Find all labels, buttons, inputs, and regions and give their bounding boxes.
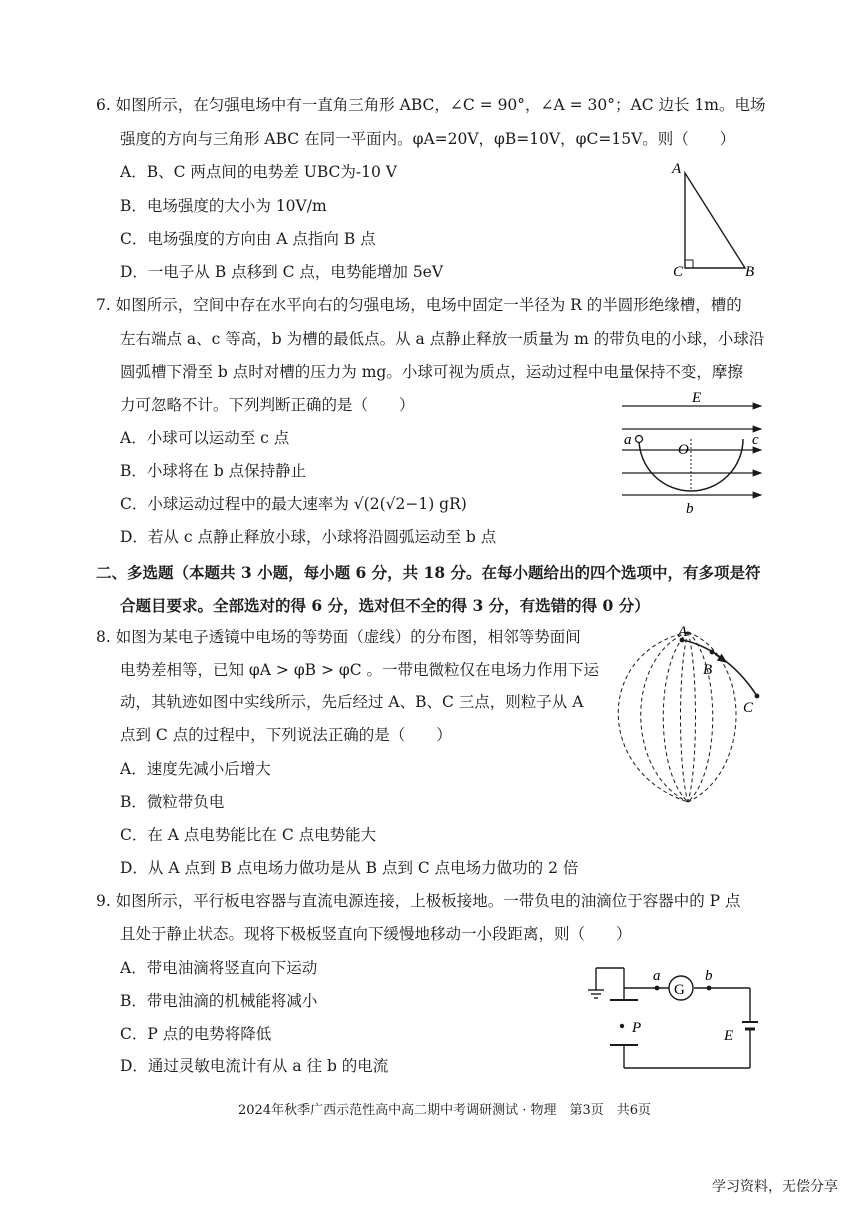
q6-option-a: A．B、C 两点间的电势差 UBC为-10 V: [120, 163, 397, 181]
q6-line-2: 强度的方向与三角形 ABC 在同一平面内。φA=20V，φB=10V，φC=15V。则（ ）: [120, 130, 736, 148]
q9-option-b: B．带电油滴的机械能将减小: [120, 992, 318, 1010]
q7-line-2: 左右端点 a、c 等高，b 为槽的最低点。从 a 点静止释放一质量为 m 的带负电的小球，小球沿: [120, 330, 765, 348]
node-b: [707, 986, 712, 991]
equipotential-4: [681, 632, 689, 802]
q7-option-a: A．小球可以运动至 c 点: [120, 429, 290, 447]
corner-note: 学习资料，无偿分享: [712, 1179, 838, 1195]
q6-triangle-figure: [668, 158, 768, 287]
q7-line-1: 7. 如图所示，空间中存在水平向右的匀强电场，电场中固定一半径为 R 的半圆形绝缘槽，槽的: [96, 296, 742, 314]
q6-option-d: D．一电子从 B 点移到 C 点，电势能增加 5eV: [120, 263, 444, 281]
label-c: C: [743, 700, 754, 716]
q6-option-b: B．电场强度的大小为 10V/m: [120, 197, 327, 215]
q6-option-c: C．电场强度的方向由 A 点指向 B 点: [120, 230, 376, 248]
label-a: A: [672, 161, 682, 177]
q7-line-3: 圆弧槽下滑至 b 点时对槽的压力为 mg。小球可视为质点，运动过程中电量保持不变，摩擦: [120, 363, 743, 381]
galvanometer-label: G: [674, 982, 685, 998]
equipotential-3: [663, 632, 688, 802]
q7-option-c: C．小球运动过程中的最大速率为 √(2(√2−1) gR): [120, 495, 467, 513]
label-a: a: [653, 968, 661, 984]
q8-line-3: 动，其轨迹如图中实线所示，先后经过 A、B、C 三点，则粒子从 A: [120, 693, 584, 711]
q8-line-4: 点到 C 点的过程中，下列说法正确的是（ ）: [120, 726, 452, 744]
label-a: A: [678, 624, 688, 640]
q7-line-4: 力可忽略不计。下列判断正确的是（ ）: [120, 396, 415, 414]
oil-drop: [620, 1024, 624, 1028]
point-b: [710, 650, 715, 655]
q8-line-2: 电势差相等，已知 φA > φB > φC 。一带电微粒仅在电场力作用下运: [120, 661, 600, 679]
equipotential-1: [618, 632, 688, 802]
q8-option-d: D．从 A 点到 B 点电场力做功是从 B 点到 C 点电场力做功的 2 倍: [120, 859, 579, 877]
q7-semicircle-figure: [618, 386, 768, 520]
page-footer: 2024年秋季广西示范性高中高二期中考调研测试 · 物理 第3页 共6页: [238, 1103, 652, 1118]
q8-option-a: A．速度先减小后增大: [120, 760, 271, 778]
q9-circuit-figure: [584, 960, 769, 1084]
q7-option-d: D．若从 c 点静止释放小球，小球将沿圆弧运动至 b 点: [120, 528, 497, 546]
q6-line-1: 6. 如图所示，在匀强电场中有一直角三角形 ABC，∠C = 90°，∠A = 30°；AC 边长 1m。电场: [96, 96, 766, 114]
q9-option-d: D．通过灵敏电流计有从 a 往 b 的电流: [120, 1057, 389, 1075]
label-e: E: [692, 390, 702, 406]
trajectory-arrow: [715, 654, 726, 662]
ball: [636, 436, 643, 443]
q8-equipotential-figure: [600, 622, 770, 811]
equipotential-5: [688, 632, 696, 802]
label-b: B: [703, 662, 713, 678]
triangle-abc: [685, 173, 745, 268]
label-o: O: [678, 442, 689, 458]
node-a: [655, 986, 660, 991]
section-2-heading-line-2: 合题目要求。全部选对的得 6 分，选对但不全的得 3 分，有选错的得 0 分）: [120, 596, 650, 615]
label-p: P: [632, 1020, 642, 1036]
equipotential-6: [688, 632, 713, 802]
q9-line-1: 9. 如图所示，平行板电容器与直流电源连接，上极板接地。一带负电的油滴位于容器中的 P 点: [96, 892, 741, 910]
label-b: b: [686, 501, 694, 517]
q9-option-a: A．带电油滴将竖直向下运动: [120, 959, 318, 977]
point-c: [755, 694, 760, 699]
label-b: B: [745, 264, 755, 280]
q8-line-1: 8. 如图为某电子透镜中电场的等势面（虚线）的分布图，相邻等势面间: [96, 628, 581, 646]
label-c: C: [673, 264, 684, 280]
q8-option-b: B．微粒带负电: [120, 793, 225, 811]
right-angle-mark: [685, 260, 693, 268]
label-a: a: [624, 432, 632, 448]
q7-option-b: B．小球将在 b 点保持静止: [120, 462, 307, 480]
q8-option-c: C．在 A 点电势能比在 C 点电势能大: [120, 826, 377, 844]
label-b: b: [705, 968, 713, 984]
q9-option-c: C．P 点的电势将降低: [120, 1025, 272, 1043]
label-e: E: [724, 1028, 734, 1044]
label-c: c: [752, 432, 759, 448]
q9-line-2: 且处于静止状态。现将下极板竖直向下缓慢地移动一小段距离，则（ ）: [120, 925, 632, 943]
section-2-heading-line-1: 二、多选题（本题共 3 小题，每小题 6 分，共 18 分。在每小题给出的四个选项中，有多项是符: [96, 563, 761, 582]
